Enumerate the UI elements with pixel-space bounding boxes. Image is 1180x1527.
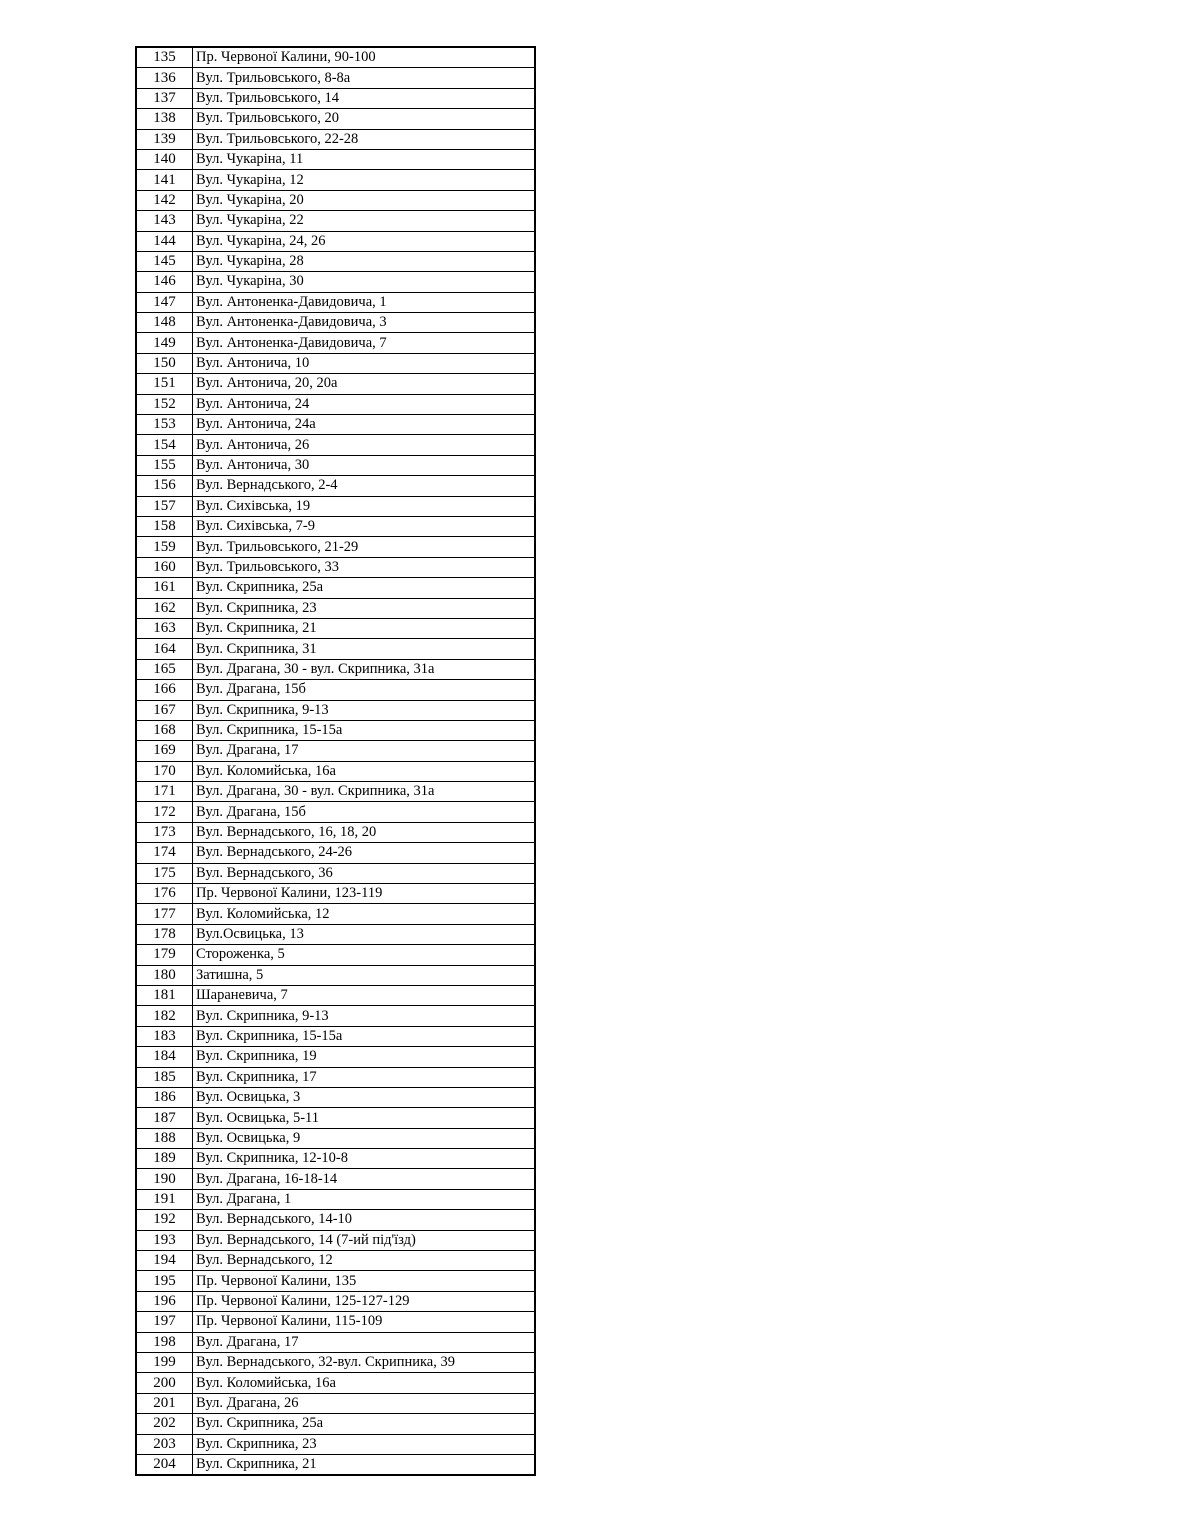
row-number: 192 — [136, 1210, 193, 1230]
row-number: 142 — [136, 190, 193, 210]
table-row — [136, 68, 535, 88]
table-row — [136, 1373, 535, 1393]
row-address: Вул. Драгана, 17 — [193, 741, 536, 761]
row-address: Пр. Червоної Калини, 125-127-129 — [193, 1291, 536, 1311]
table-row — [136, 1291, 535, 1311]
row-address: Вул. Коломийська, 16а — [193, 761, 536, 781]
table-row — [136, 1067, 535, 1087]
table-row — [136, 374, 535, 394]
row-number: 183 — [136, 1026, 193, 1046]
row-number: 160 — [136, 557, 193, 577]
table-row — [136, 863, 535, 883]
row-address: Вул. Драгана, 30 - вул. Скрипника, 31а — [193, 659, 536, 679]
row-number: 166 — [136, 680, 193, 700]
row-number: 196 — [136, 1291, 193, 1311]
table-row — [136, 680, 535, 700]
row-address: Вул. Скрипника, 31 — [193, 639, 536, 659]
row-address: Вул. Коломийська, 16а — [193, 1373, 536, 1393]
row-address: Вул. Трильовського, 14 — [193, 88, 536, 108]
table-row — [136, 1047, 535, 1067]
table-row — [136, 333, 535, 353]
row-address: Вул. Сихівська, 7-9 — [193, 516, 536, 536]
row-address: Вул. Трильовського, 21-29 — [193, 537, 536, 557]
row-address: Вул. Скрипника, 23 — [193, 1434, 536, 1454]
table-row — [136, 741, 535, 761]
row-number: 194 — [136, 1251, 193, 1271]
row-address: Вул. Драгана, 30 - вул. Скрипника, 31а — [193, 782, 536, 802]
row-number: 176 — [136, 884, 193, 904]
row-number: 188 — [136, 1128, 193, 1148]
row-address: Вул. Вернадського, 36 — [193, 863, 536, 883]
row-address: Вул. Скрипника, 9-13 — [193, 1006, 536, 1026]
table-row — [136, 211, 535, 231]
table-row — [136, 1128, 535, 1148]
table-row — [136, 639, 535, 659]
row-number: 187 — [136, 1108, 193, 1128]
table-row — [136, 109, 535, 129]
table-row — [136, 1312, 535, 1332]
table-row — [136, 1251, 535, 1271]
row-address: Вул. Скрипника, 12-10-8 — [193, 1149, 536, 1169]
row-number: 179 — [136, 945, 193, 965]
row-number: 193 — [136, 1230, 193, 1250]
row-number: 204 — [136, 1454, 193, 1475]
row-number: 145 — [136, 251, 193, 271]
row-address: Пр. Червоної Калини, 115-109 — [193, 1312, 536, 1332]
table-row — [136, 618, 535, 638]
row-address: Вул. Трильовського, 33 — [193, 557, 536, 577]
row-number: 137 — [136, 88, 193, 108]
table-row — [136, 129, 535, 149]
table-row — [136, 720, 535, 740]
row-number: 184 — [136, 1047, 193, 1067]
row-number: 153 — [136, 415, 193, 435]
table-row — [136, 700, 535, 720]
row-number: 149 — [136, 333, 193, 353]
row-number: 144 — [136, 231, 193, 251]
table-row — [136, 904, 535, 924]
table-row — [136, 516, 535, 536]
row-number: 148 — [136, 313, 193, 333]
table-row — [136, 884, 535, 904]
row-number: 201 — [136, 1393, 193, 1413]
row-address: Вул. Антоненка-Давидовича, 3 — [193, 313, 536, 333]
table-row — [136, 1332, 535, 1352]
table-row — [136, 170, 535, 190]
row-address: Вул. Скрипника, 9-13 — [193, 700, 536, 720]
row-address: Пр. Червоної Калини, 123-119 — [193, 884, 536, 904]
row-address: Вул. Скрипника, 17 — [193, 1067, 536, 1087]
table-row — [136, 782, 535, 802]
table-row — [136, 231, 535, 251]
row-number: 161 — [136, 578, 193, 598]
row-address: Вул. Антоненка-Давидовича, 1 — [193, 292, 536, 312]
table-row — [136, 924, 535, 944]
table-row — [136, 1108, 535, 1128]
row-number: 165 — [136, 659, 193, 679]
row-number: 189 — [136, 1149, 193, 1169]
table-row — [136, 251, 535, 271]
row-number: 151 — [136, 374, 193, 394]
row-number: 135 — [136, 47, 193, 68]
table-row — [136, 598, 535, 618]
row-number: 190 — [136, 1169, 193, 1189]
row-number: 164 — [136, 639, 193, 659]
row-number: 136 — [136, 68, 193, 88]
table-row — [136, 353, 535, 373]
table-row — [136, 1393, 535, 1413]
table-row — [136, 1230, 535, 1250]
address-table-body — [136, 47, 535, 1475]
row-address: Вул. Скрипника, 21 — [193, 1454, 536, 1475]
row-number: 155 — [136, 455, 193, 475]
row-number: 147 — [136, 292, 193, 312]
row-address: Вул. Антоненка-Давидовича, 7 — [193, 333, 536, 353]
row-address: Вул. Чукаріна, 12 — [193, 170, 536, 190]
row-address: Вул. Скрипника, 19 — [193, 1047, 536, 1067]
row-address: Вул. Антонича, 24а — [193, 415, 536, 435]
row-number: 177 — [136, 904, 193, 924]
row-address: Вул. Вернадського, 12 — [193, 1251, 536, 1271]
row-number: 182 — [136, 1006, 193, 1026]
row-number: 163 — [136, 618, 193, 638]
row-address: Вул. Освицька, 9 — [193, 1128, 536, 1148]
row-number: 139 — [136, 129, 193, 149]
table-row — [136, 1271, 535, 1291]
row-address: Вул. Коломийська, 12 — [193, 904, 536, 924]
row-number: 156 — [136, 476, 193, 496]
address-table — [135, 46, 536, 1476]
table-row — [136, 1087, 535, 1107]
row-address: Вул. Антонича, 10 — [193, 353, 536, 373]
table-row — [136, 476, 535, 496]
row-number: 180 — [136, 965, 193, 985]
row-number: 181 — [136, 985, 193, 1005]
table-row — [136, 843, 535, 863]
row-address: Вул. Чукаріна, 20 — [193, 190, 536, 210]
table-row — [136, 1149, 535, 1169]
row-address: Вул. Вернадського, 24-26 — [193, 843, 536, 863]
table-row — [136, 1169, 535, 1189]
row-address: Затишна, 5 — [193, 965, 536, 985]
table-row — [136, 190, 535, 210]
table-row — [136, 945, 535, 965]
row-number: 171 — [136, 782, 193, 802]
row-number: 169 — [136, 741, 193, 761]
table-row — [136, 435, 535, 455]
row-number: 185 — [136, 1067, 193, 1087]
table-row — [136, 761, 535, 781]
row-number: 175 — [136, 863, 193, 883]
table-row — [136, 965, 535, 985]
table-row — [136, 47, 535, 68]
row-number: 186 — [136, 1087, 193, 1107]
row-number: 173 — [136, 822, 193, 842]
table-row — [136, 292, 535, 312]
row-address: Вул. Вернадського, 2-4 — [193, 476, 536, 496]
row-address: Вул. Чукаріна, 28 — [193, 251, 536, 271]
table-row — [136, 1414, 535, 1434]
row-address: Вул. Скрипника, 15-15а — [193, 720, 536, 740]
table-row — [136, 394, 535, 414]
row-address: Вул. Вернадського, 32-вул. Скрипника, 39 — [193, 1353, 536, 1373]
table-row — [136, 985, 535, 1005]
row-number: 172 — [136, 802, 193, 822]
row-address: Пр. Червоної Калини, 90-100 — [193, 47, 536, 68]
row-number: 146 — [136, 272, 193, 292]
row-number: 141 — [136, 170, 193, 190]
row-address: Вул. Скрипника, 23 — [193, 598, 536, 618]
table-row — [136, 496, 535, 516]
row-address: Вул. Антонича, 24 — [193, 394, 536, 414]
row-address: Шараневича, 7 — [193, 985, 536, 1005]
row-number: 197 — [136, 1312, 193, 1332]
row-address: Вул. Скрипника, 21 — [193, 618, 536, 638]
table-row — [136, 557, 535, 577]
row-address: Вул. Драгана, 1 — [193, 1189, 536, 1209]
table-row — [136, 1026, 535, 1046]
row-address: Вул. Чукаріна, 22 — [193, 211, 536, 231]
row-address: Вул. Скрипника, 25а — [193, 1414, 536, 1434]
row-address: Вул. Драгана, 17 — [193, 1332, 536, 1352]
row-number: 157 — [136, 496, 193, 516]
row-address: Вул. Вернадського, 14-10 — [193, 1210, 536, 1230]
table-row — [136, 578, 535, 598]
table-row — [136, 1454, 535, 1475]
row-number: 168 — [136, 720, 193, 740]
table-row — [136, 1210, 535, 1230]
row-address: Вул. Чукаріна, 11 — [193, 149, 536, 169]
row-number: 140 — [136, 149, 193, 169]
table-row — [136, 1189, 535, 1209]
row-number: 200 — [136, 1373, 193, 1393]
row-number: 167 — [136, 700, 193, 720]
row-address: Пр. Червоної Калини, 135 — [193, 1271, 536, 1291]
row-number: 202 — [136, 1414, 193, 1434]
row-address: Вул. Драгана, 15б — [193, 680, 536, 700]
row-address: Вул. Антонича, 26 — [193, 435, 536, 455]
row-number: 170 — [136, 761, 193, 781]
row-number: 143 — [136, 211, 193, 231]
row-address: Вул. Трильовського, 8-8а — [193, 68, 536, 88]
row-address: Вул. Драгана, 26 — [193, 1393, 536, 1413]
row-address: Вул. Освицька, 5-11 — [193, 1108, 536, 1128]
row-number: 158 — [136, 516, 193, 536]
row-address: Вул. Чукаріна, 24, 26 — [193, 231, 536, 251]
row-address: Вул. Трильовського, 20 — [193, 109, 536, 129]
row-address: Вул. Трильовського, 22-28 — [193, 129, 536, 149]
table-row — [136, 415, 535, 435]
table-row — [136, 149, 535, 169]
table-row — [136, 1006, 535, 1026]
table-row — [136, 455, 535, 475]
row-address: Вул. Вернадського, 14 (7-ий під'їзд) — [193, 1230, 536, 1250]
row-address: Вул. Антонича, 30 — [193, 455, 536, 475]
row-address: Вул. Антонича, 20, 20а — [193, 374, 536, 394]
table-row — [136, 1434, 535, 1454]
row-address: Вул. Скрипника, 25а — [193, 578, 536, 598]
table-row — [136, 88, 535, 108]
row-number: 199 — [136, 1353, 193, 1373]
row-number: 198 — [136, 1332, 193, 1352]
row-number: 150 — [136, 353, 193, 373]
row-address: Вул. Чукаріна, 30 — [193, 272, 536, 292]
row-address: Вул.Освицька, 13 — [193, 924, 536, 944]
table-row — [136, 537, 535, 557]
row-address: Стороженка, 5 — [193, 945, 536, 965]
table-row — [136, 802, 535, 822]
row-address: Вул. Освицька, 3 — [193, 1087, 536, 1107]
row-address: Вул. Драгана, 16-18-14 — [193, 1169, 536, 1189]
table-row — [136, 659, 535, 679]
table-row — [136, 313, 535, 333]
row-number: 191 — [136, 1189, 193, 1209]
row-address: Вул. Сихівська, 19 — [193, 496, 536, 516]
row-number: 203 — [136, 1434, 193, 1454]
row-address: Вул. Скрипника, 15-15а — [193, 1026, 536, 1046]
row-number: 154 — [136, 435, 193, 455]
row-number: 178 — [136, 924, 193, 944]
row-address: Вул. Драгана, 15б — [193, 802, 536, 822]
row-address: Вул. Вернадського, 16, 18, 20 — [193, 822, 536, 842]
table-row — [136, 272, 535, 292]
row-number: 138 — [136, 109, 193, 129]
row-number: 162 — [136, 598, 193, 618]
table-row — [136, 1353, 535, 1373]
table-row — [136, 822, 535, 842]
row-number: 152 — [136, 394, 193, 414]
row-number: 195 — [136, 1271, 193, 1291]
row-number: 159 — [136, 537, 193, 557]
row-number: 174 — [136, 843, 193, 863]
